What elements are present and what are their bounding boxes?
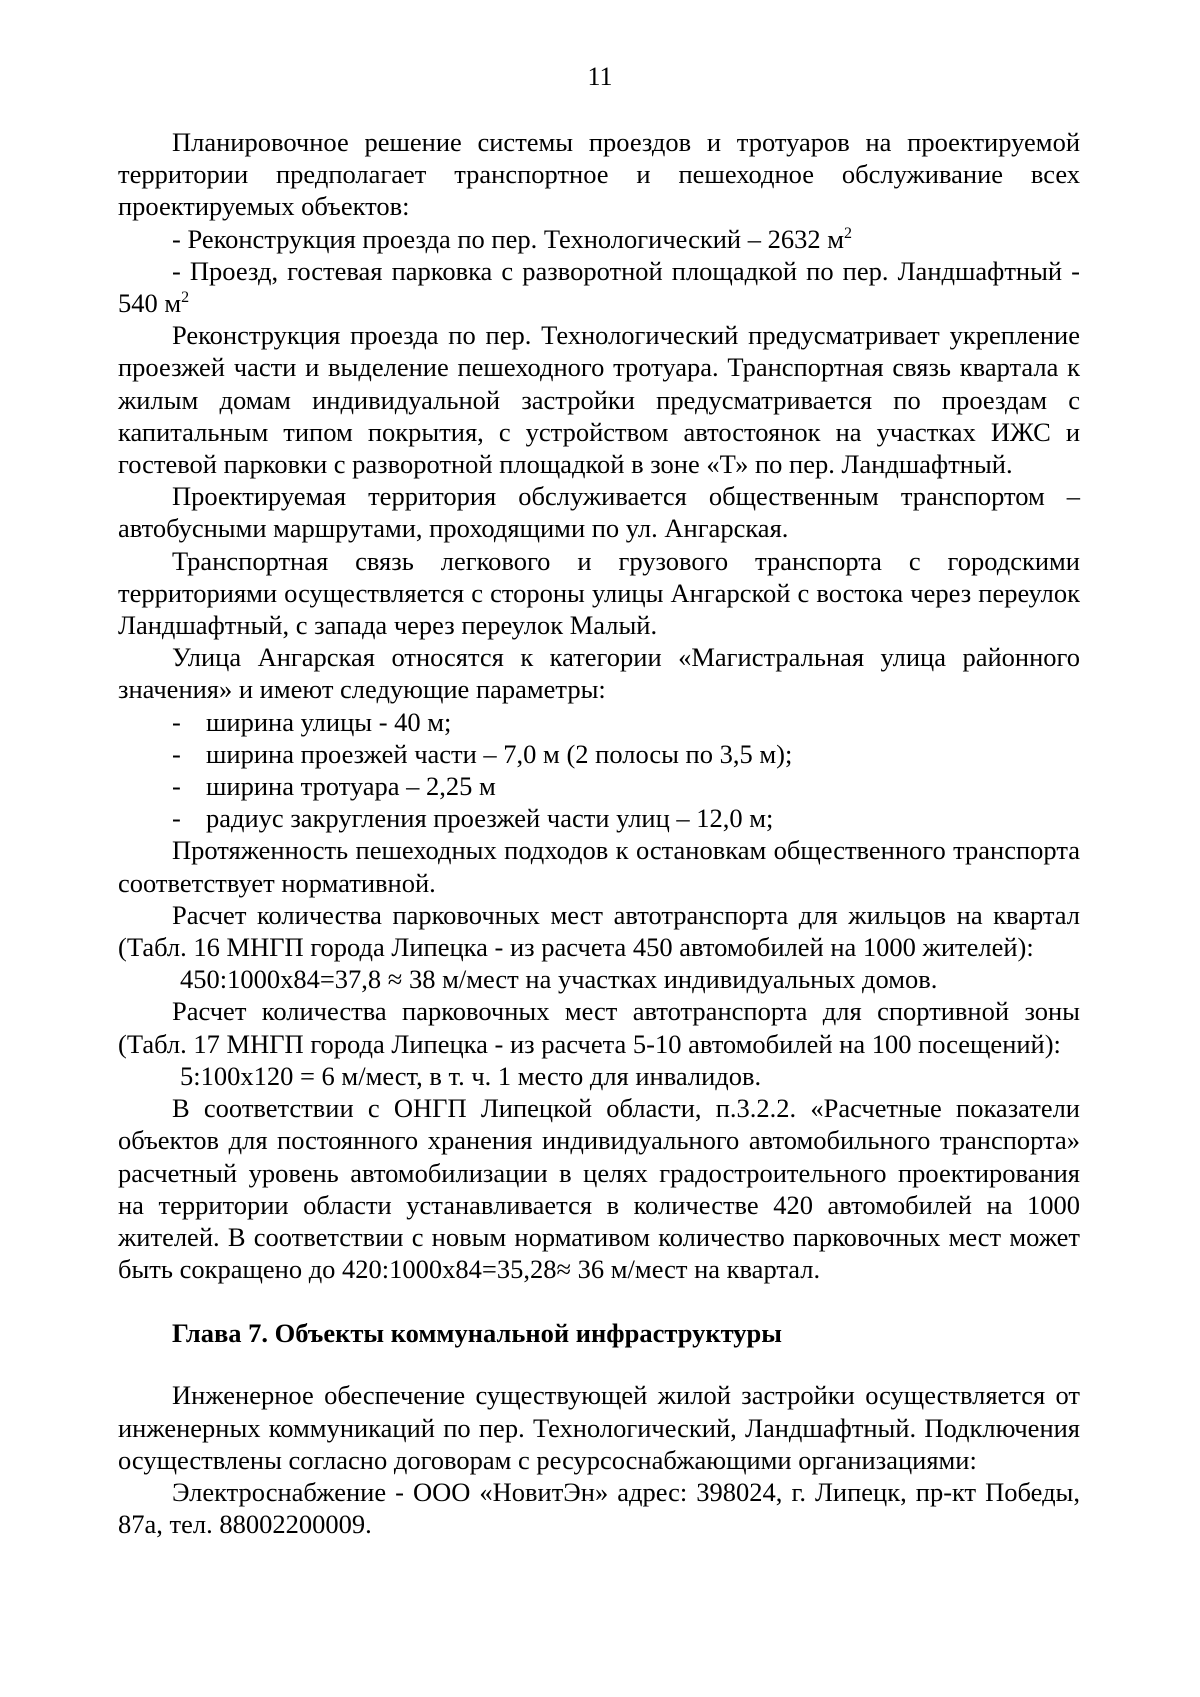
paragraph-intro: Планировочное решение системы проездов и тротуаров на проектируемой территории предполагает транспортное и пешеходное обслуживание всех проектируемых объектов: [118,127,1080,222]
paragraph-engineering-supply: Инженерное обеспечение существующей жилой застройки осуществляется от инженерных коммуникаций по пер. Технологический, Ландшафтный. Подключения осуществлены согласно договорам с ресурсоснабжающими организациями: [118,1380,1080,1475]
page-number: 11 [587,62,613,91]
paragraph-street-category: Улица Ангарская относятся к категории «Магистральная улица районного значения» и имеют следующие параметры: [118,642,1080,705]
list-item-carriageway-width [118,738,1080,770]
formula-residents-parking: 450:1000х84=37,8 ≈ 38 м/мест на участках индивидуальных домов. [180,964,938,995]
item-reconstruction-text: - Реконструкция проезда по пер. Технологический – 2632 м [172,223,844,254]
list-marker: - [172,803,181,834]
item-parking-text: - Проезд, гостевая парковка с разворотной площадкой по пер. Ландшафтный - 540 м [118,255,1080,319]
chapter-title: Глава 7. Объекты коммунальной инфраструктуры [172,1318,782,1349]
paragraph-parking-residents: Расчет количества парковочных мест автотранспорта для жильцов на квартал (Табл. 16 МНГП города Липецка - из расчета 450 автомобилей на 1000 жителей): [118,899,1080,963]
list-item-sidewalk-width [118,770,1080,802]
page-content [118,126,1080,1540]
paragraph-item-reconstruction [118,223,1080,255]
paragraph-transport-link: Транспортная связь легкового и грузового транспорта с городскими территориями осуществляется с стороны улицы Ангарской с востока через переулок Ландшафтный, с запада через переулок Малый. [118,545,1080,641]
superscript-2: 2 [843,224,852,242]
paragraph-regional-standard: В соответствии с ОНГП Липецкой области, п.3.2.2. «Расчетные показатели объектов для постоянного хранения индивидуального автомобильного транспорта» расчетный уровень автомобилизации в целях градостроительного проектирования на территории области устанавливается в количестве 420 автомобилей на 1000 жителей. В соответствии с новым нормативом количество парковочных мест может быть сокращено до 420:1000х84=35,28≈ 36 м/мест на квартал. [118,1093,1080,1285]
paragraph-reconstruction-details: Реконструкция проезда по пер. Технологический предусматривает укрепление проезжей части и выделение пешеходного тротуара. Транспортная связь квартала к жилым домам индивидуальной застройки предусматривается по проездам с капитальным типом покрытия, с устройством автостоянок на участках ИЖС и гостевой парковки с разворотной площадкой в зоне «Т» по пер. Ландшафтный. [118,320,1080,480]
list-item-curb-radius [118,802,1080,834]
list-item-text: радиус закругления проезжей части улиц – 12,0 м; [206,803,774,834]
list-item-text: ширина тротуара – 2,25 м [206,771,496,802]
paragraph-public-transport: Проектируемая территория обслуживается общественным транспортом – автобусными маршрутами, проходящими по ул. Ангарская. [118,481,1080,544]
paragraph-electricity-supply: Электроснабжение - ООО «НовитЭн» адрес: 398024, г. Липецк, пр-кт Победы, 87а, тел. 88002200009. [118,1476,1080,1540]
list-item-text: ширина улицы - 40 м; [206,706,452,737]
list-item-street-width [118,706,1080,738]
list-marker: - [172,706,181,737]
list-marker: - [172,771,181,802]
list-item-text: ширина проезжей части – 7,0 м (2 полосы по 3,5 м); [206,738,793,769]
paragraph-parking-sports: Расчет количества парковочных мест автотранспорта для спортивной зоны (Табл. 17 МНГП города Липецка - из расчета 5-10 автомобилей на 100 посещений): [118,996,1080,1059]
list-marker: - [172,738,181,769]
paragraph-item-parking [118,255,1080,319]
paragraph-pedestrian-access: Протяженность пешеходных подходов к остановкам общественного транспорта соответствует нормативной. [118,835,1080,898]
formula-sports-parking: 5:100х120 = 6 м/мест, в т. ч. 1 место для инвалидов. [180,1060,762,1091]
superscript-2: 2 [181,289,190,307]
